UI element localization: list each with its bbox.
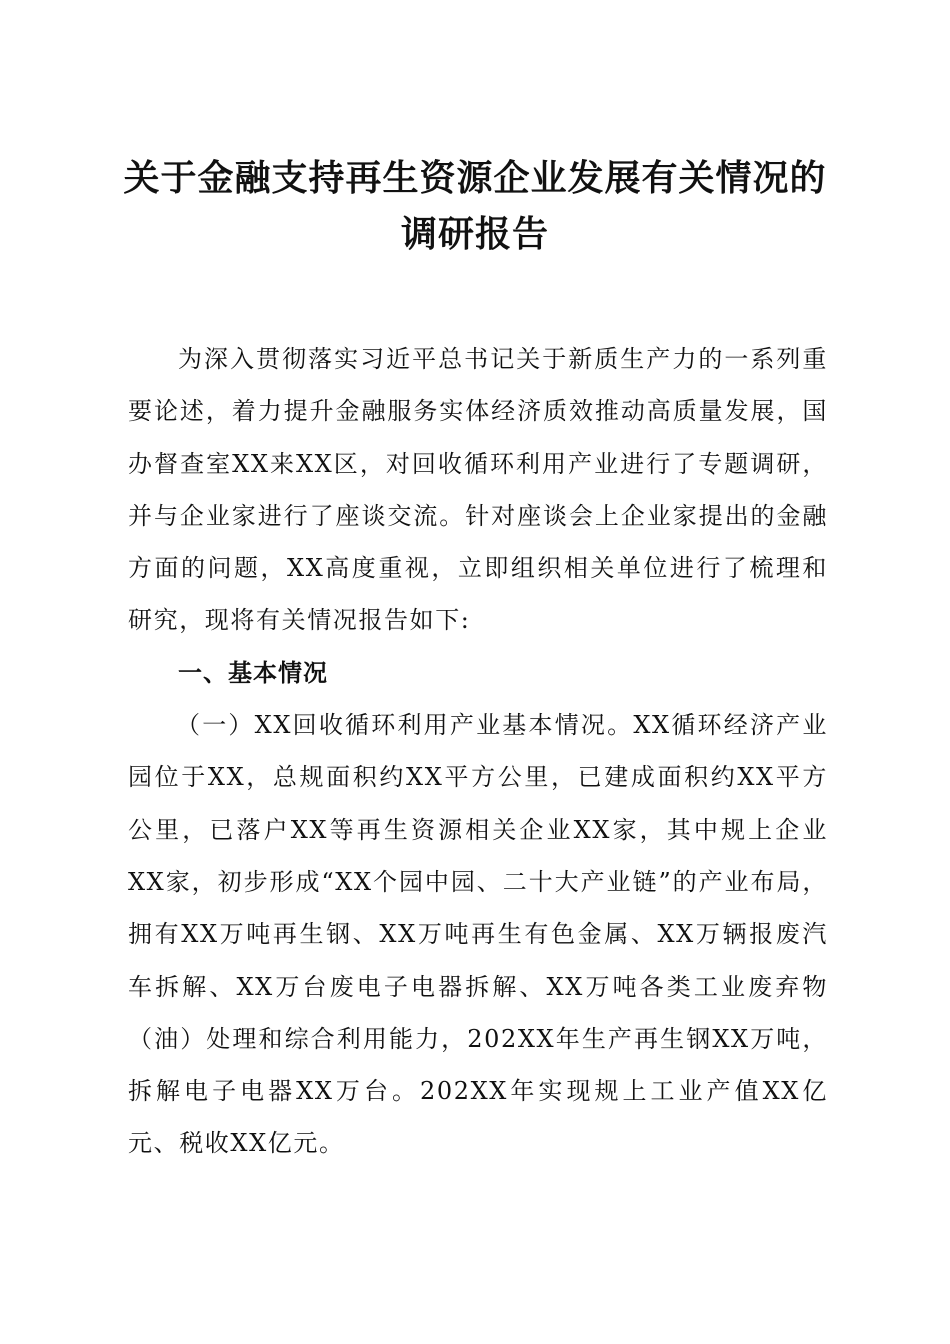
section-paragraph-industry-overview: （一）XX回收循环利用产业基本情况。XX循环经济产业园位于XX，总规面积约XX平方公里，已建成面积约XX平方公里，已落户XX等再生资源相关企业XX家，其中规上企业XX家，初步形成“XX个园中园、二十大产业链”的产业布局，拥有XX万吨再生钢、XX万吨再生有色金属、XX万辆报废汽车拆解、XX万台废电子电器拆解、XX万吨各类工业废弃物（油）处理和综合利用能力，202XX年生产再生钢XX万吨，拆解电子电器XX万台。202XX年实现规上工业产值XX亿元、税收XX亿元。 <box>128 711 828 1158</box>
document-title: 关于金融支持再生资源企业发展有关情况的调研报告 <box>123 157 827 255</box>
section-heading-basic-situation: 一、基本情况 <box>178 658 328 687</box>
intro-paragraph: 为深入贯彻落实习近平总书记关于新质生产力的一系列重要论述，着力提升金融服务实体经济质效推动高质量发展，国办督查室XX来XX区，对回收循环利用产业进行了专题调研，并与企业家进行了座谈交流。针对座谈会上企业家提出的金融方面的问题，XX高度重视，立即组织相关单位进行了梳理和研究，现将有关情况报告如下: <box>128 345 828 635</box>
document-body <box>128 333 828 1170</box>
